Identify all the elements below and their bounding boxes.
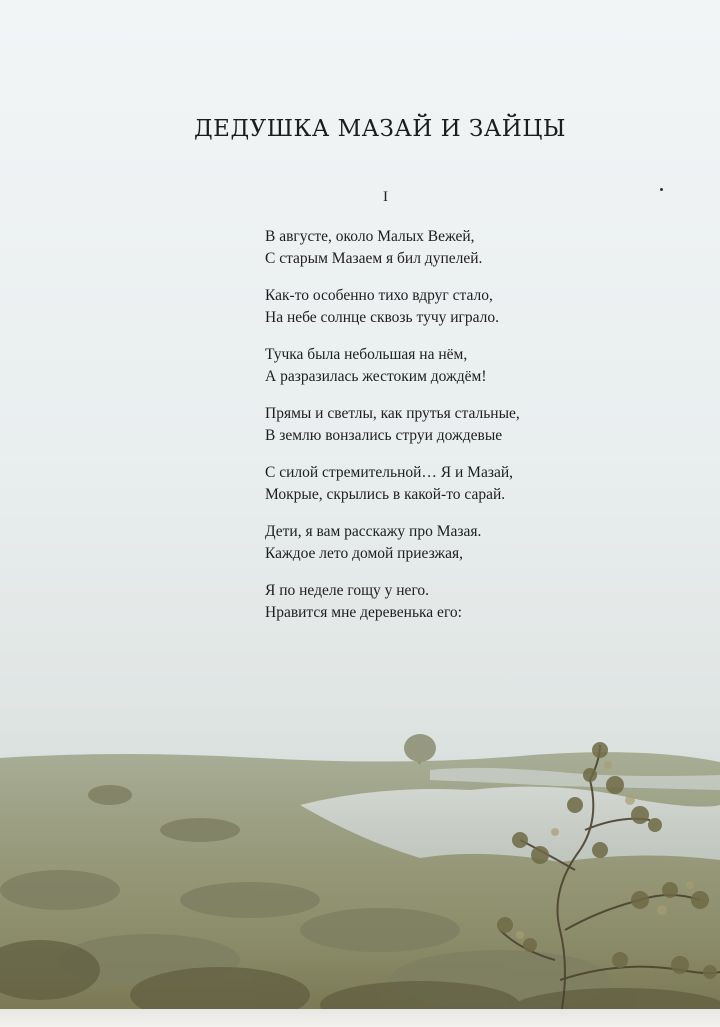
page-bottom-edge: [0, 1009, 720, 1027]
poem-line: Дети, я вам расскажу про Мазая.: [265, 523, 482, 540]
poem-line: Мокрые, скрылись в какой-то сарай.: [265, 486, 506, 503]
poem-line: А разразилась жестоким дождём!: [265, 368, 487, 385]
stanza: [265, 403, 685, 447]
poem-line: Прямы и светлы, как прутья стальные,: [265, 405, 520, 422]
poem-line: В августе, около Малых Вежей,: [265, 228, 475, 245]
poem-title: ДЕДУШКА МАЗАЙ И ЗАЙЦЫ: [193, 116, 567, 142]
poem-body: [265, 226, 685, 639]
stanza: [265, 462, 685, 506]
stanza: [265, 521, 685, 565]
poem-line: На небе солнце сквозь тучу играло.: [265, 309, 500, 326]
stanza: [265, 344, 685, 388]
poem-line: Нравится мне деревенька его:: [265, 604, 462, 621]
poem-line: Тучка была небольшая на нём,: [265, 346, 468, 363]
stanza: [265, 580, 685, 624]
poem-line: Каждое лето домой приезжая,: [265, 545, 464, 562]
poem-line: Как-то особенно тихо вдруг стало,: [265, 287, 493, 304]
poem-line: С силой стремительной… Я и Мазай,: [265, 464, 514, 481]
ink-dot: [660, 188, 663, 191]
landscape-illustration: [0, 600, 720, 1027]
stanza: [265, 226, 685, 270]
section-number: I: [383, 189, 388, 205]
poem-line: В землю вонзались струи дождевые: [265, 427, 503, 444]
poem-line: С старым Мазаем я бил дупелей.: [265, 250, 483, 267]
poem-line: Я по неделе гощу у него.: [265, 582, 430, 599]
stanza: [265, 285, 685, 329]
